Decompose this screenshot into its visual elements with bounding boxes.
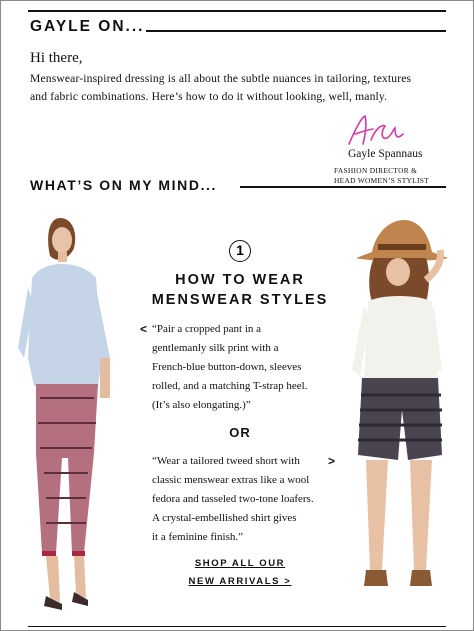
quote-left-line-3: French-blue button-down, sleeves (152, 361, 302, 373)
bottom-rule (28, 626, 446, 627)
header-title: GAYLE ON... (30, 18, 145, 35)
quote-right-line-3: fedora and tasseled two-tone loafers. (152, 493, 314, 505)
intro-line-2: and fabric combinations. Here’s how to do it without looking, well, manly. (30, 90, 388, 103)
or-divider: OR (229, 425, 251, 440)
quote-left-line-5: (It’s also elongating.)” (152, 399, 251, 411)
feature-title-line-1: HOW TO WEAR (175, 272, 305, 288)
model-right-image[interactable] (342, 210, 460, 615)
quote-right-line-2: classic menswear extras like a wool (152, 474, 310, 486)
intro-line-1: Menswear-inspired dressing is all about the subtle nuances in tailoring, textures (30, 72, 412, 85)
signature-title-line-2: HEAD WOMEN’S STYLIST (334, 176, 429, 185)
greeting: Hi there, (30, 50, 83, 66)
feature-number-badge: 1 (229, 240, 251, 262)
section-title: WHAT’S ON MY MIND... (30, 177, 218, 193)
signature-name: Gayle Spannaus (348, 148, 423, 160)
right-chevron-icon[interactable]: > (328, 454, 336, 468)
top-rule (28, 10, 446, 12)
shop-link-line-2[interactable]: NEW ARRIVALS > (188, 576, 292, 587)
quote-right-line-5: it a feminine finish.” (152, 531, 244, 543)
feature-title-line-2: MENSWEAR STYLES (151, 292, 329, 308)
quote-left-line-1: “Pair a cropped pant in a (152, 323, 262, 335)
signature-title-line-1: FASHION DIRECTOR & (334, 166, 418, 175)
shop-link-line-1[interactable]: SHOP ALL OUR (194, 558, 286, 569)
section-rule (240, 186, 446, 188)
intro-text (30, 70, 450, 106)
quote-right-line-1: “Wear a tailored tweed short with (152, 455, 300, 467)
quote-right (152, 452, 327, 547)
quote-left-line-2: gentlemanly silk print with a (152, 342, 279, 354)
header-rule (146, 30, 446, 32)
signature-title (334, 166, 429, 186)
quote-left (152, 320, 332, 415)
left-chevron-icon[interactable]: < (140, 322, 148, 336)
quote-left-line-4: rolled, and a matching T-strap heel. (152, 380, 308, 392)
model-left-image[interactable] (10, 208, 125, 613)
quote-right-line-4: A crystal-embellished shirt gives (152, 512, 297, 524)
